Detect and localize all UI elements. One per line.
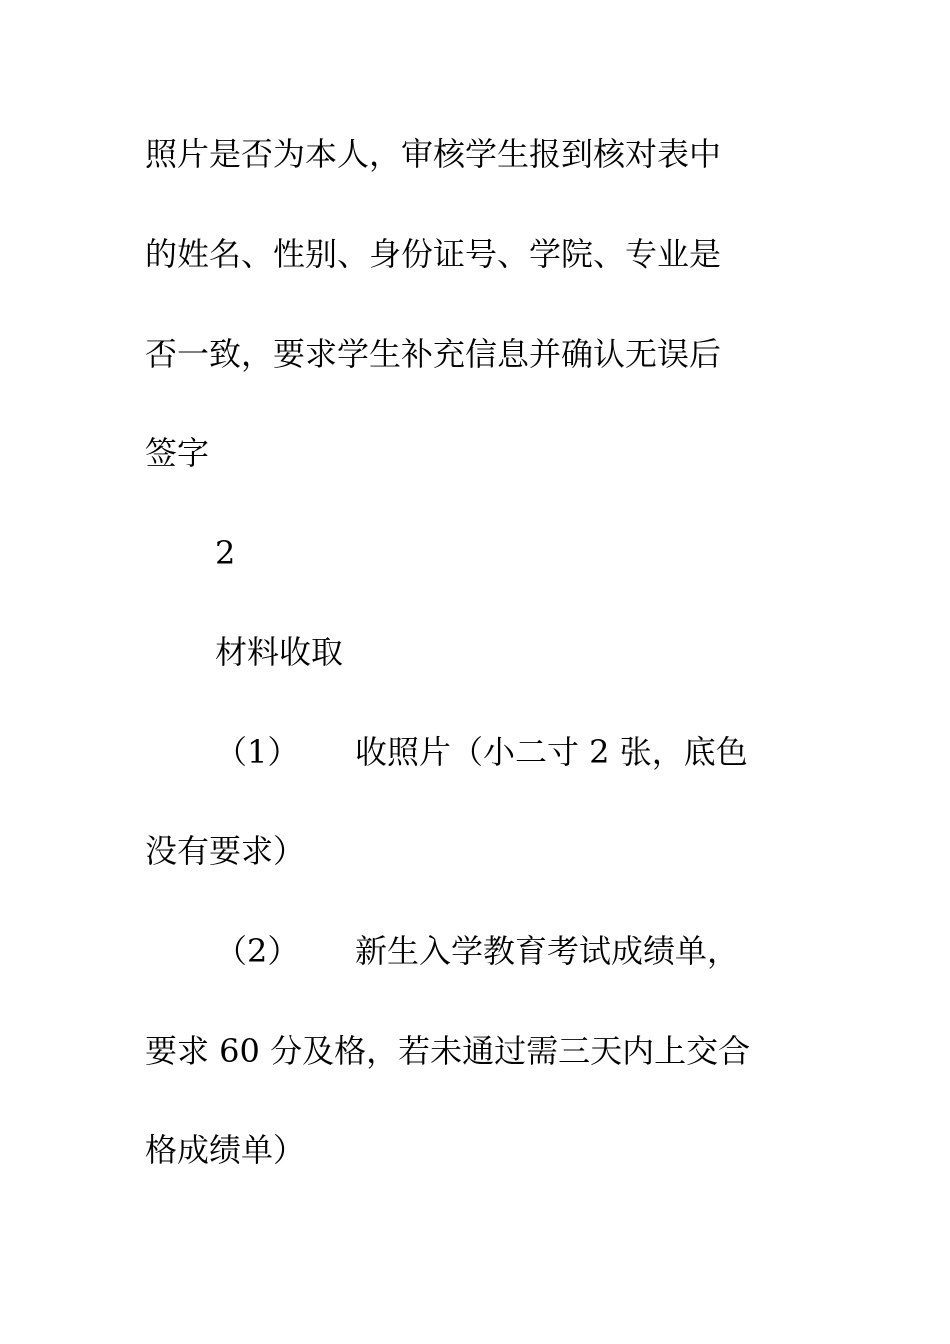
list-item-text: 收照片（小二寸 2 张，底色: [355, 733, 748, 771]
paragraph-line: 的姓名、性别、身份证号、学院、专业是: [145, 235, 722, 273]
paragraph-line: 签字: [145, 434, 210, 472]
list-item-continuation: 格成绩单）: [145, 1131, 306, 1169]
section-heading: 材料收取: [215, 633, 344, 671]
paragraph-line: 否一致，要求学生补充信息并确认无误后: [145, 335, 722, 373]
list-item-continuation: 要求 60 分及格，若未通过需三天内上交合: [145, 1032, 751, 1070]
list-item-number: （2）: [215, 932, 300, 970]
list-item-text: 新生入学教育考试成绩单，: [355, 932, 740, 970]
paragraph-line: 照片是否为本人，审核学生报到核对表中: [145, 135, 722, 173]
section-number: 2: [215, 534, 236, 572]
list-item-number: （1）: [215, 733, 300, 771]
list-item-continuation: 没有要求）: [145, 832, 306, 870]
